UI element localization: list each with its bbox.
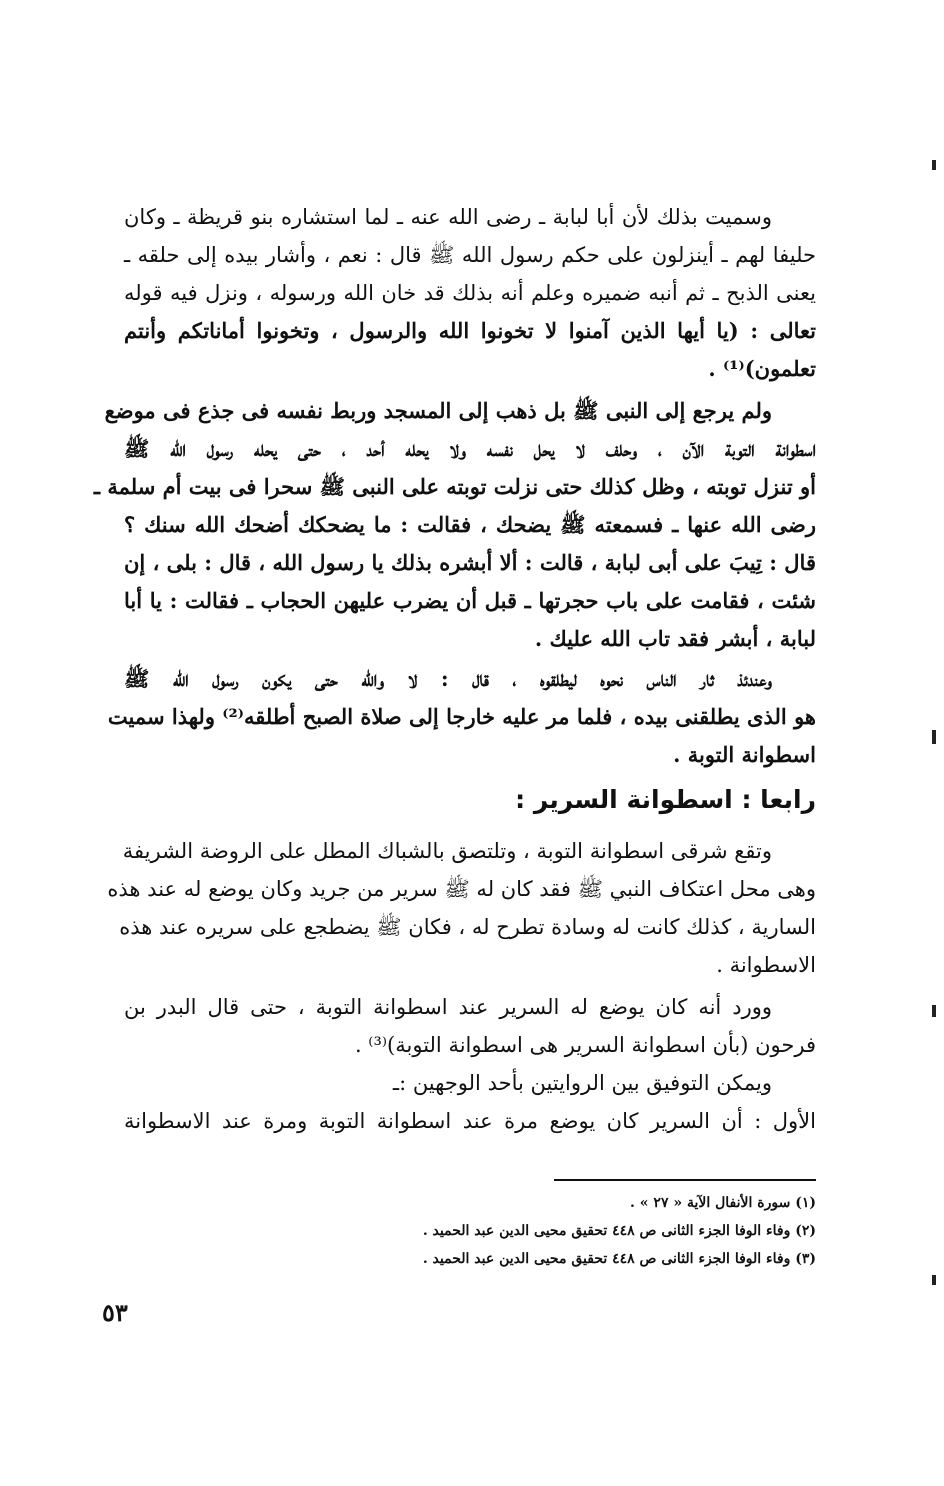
paragraph-3 [107,660,816,774]
page-number: ٥٣ [102,1298,128,1327]
paragraph-5-line-3: ويمكن التوفيق بين الروايتين بأحد الوجهين :ـ [392,1071,772,1095]
paragraph-1-line-5: تعلمون)⁽¹⁾ . [708,356,816,381]
footnote-2: (٢) وفاء الوفا الجزء الثانى ص ٤٤٨ تحقيق محيى الدين عبد الحميد . [422,1223,816,1239]
paragraph-5-line-4: الأول : أن السرير كان يوضع مرة عند اسطوانة التوبة ومرة عند الاسطوانة [124,1109,816,1133]
paragraph-2-line-2: اسطوانة التوبة الآن ، وحلف لا يحل نفسه ولا يحله أحد ، حتى يحله رسول الله ﷺ [124,436,816,461]
paragraph-2-line-5: قال : تِيبَ على أبى لبابة ، قالت : ألا أبشره بذلك يا رسول الله ، قال : بلى ، إن [124,550,816,575]
paragraph-4-line-3: السارية ، كذلك كانت له وسادة تطرح له ، فكان ﷺ يضطجع على سريره عند هذه [119,915,816,939]
paragraph-3-line-1: وعندئذ ثار الناس نحوه ليطلقوه ، قال : لا والله حتى يكون رسول الله ﷺ [124,666,772,691]
section-heading: رابعا : اسطوانة السرير : [515,785,816,814]
paragraph-1 [124,198,816,388]
paragraph-2-line-1: ولم يرجع إلى النبى ﷺ بل ذهب إلى المسجد وربط نفسه فى جذع فى موضع [104,398,772,423]
paragraph-4 [107,832,816,984]
paragraph-2-line-7: لبابة ، أبشر فقد تاب الله عليك . [534,626,816,651]
scan-edge-mark [932,1005,936,1017]
paragraph-3-line-3: اسطوانة التوبة . [673,742,816,767]
paragraph-4-line-1: وتقع شرقى اسطوانة التوبة ، وتلتصق بالشباك المطل على الروضة الشريفة [122,839,772,863]
footnote-3: (٣) وفاء الوفا الجزء الثانى ص ٤٤٨ تحقيق محيى الدين عبد الحميد . [422,1251,816,1267]
paragraph-3-line-2: هو الذى يطلقنى بيده ، فلما مر عليه خارجا إلى صلاة الصبح أطلقه⁽²⁾ ولهذا سميت [107,704,816,729]
paragraph-4-line-2: وهى محل اعتكاف النبي ﷺ فقد كان له ﷺ سرير من جريد وكان يوضع له عند هذه [107,877,816,901]
paragraph-2-line-4: رضى الله عنها ـ فسمعته ﷺ يضحك ، فقالت : ما يضحكك أضحك الله سنك ؟ [124,512,816,537]
paragraph-1-line-4: تعالى : (يا أيها الذين آمنوا لا تخونوا الله والرسول ، وتخونوا أماناتكم وأنتم [124,318,816,343]
scan-edge-mark [932,160,936,170]
footnotes [124,1189,816,1273]
scan-edge-mark [932,730,936,744]
paragraph-1-line-3: يعنى الذبح ـ ثم أنبه ضميره وعلم أنه بذلك قد خان الله ورسوله ، ونزل فيه قوله [124,281,816,305]
paragraph-2 [93,392,816,658]
paragraph-4-line-4: الاسطوانة . [716,953,816,977]
paragraph-5 [124,988,816,1140]
paragraph-5-line-2: فرحون (بأن اسطوانة السرير هى اسطوانة التوبة)⁽³⁾ . [354,1033,816,1057]
footnote-separator [554,1179,816,1181]
scan-edge-mark [932,1275,936,1285]
paragraph-2-line-6: شئت ، فقامت على باب حجرتها ـ قبل أن يضرب عليهن الحجاب ـ فقالت : يا أبا [124,588,816,613]
paragraph-2-line-3: أو تنزل توبته ، وظل كذلك حتى نزلت توبته على النبى ﷺ سحرا فى بيت أم سلمة ـ [93,474,816,499]
paragraph-1-line-2: حليفا لهم ـ أينزلون على حكم رسول الله ﷺ قال : نعم ، وأشار بيده إلى حلقه ـ [124,243,816,267]
paragraph-1-line-1: وسميت بذلك لأن أبا لبابة ـ رضى الله عنه ـ لما استشاره بنو قريظة ـ وكان [124,205,772,229]
footnote-1: (١) سورة الأنفال الآية « ٢٧ » . [630,1195,816,1211]
paragraph-5-line-1: وورد أنه كان يوضع له السرير عند اسطوانة التوبة ، حتى قال البدر بن [124,995,772,1019]
